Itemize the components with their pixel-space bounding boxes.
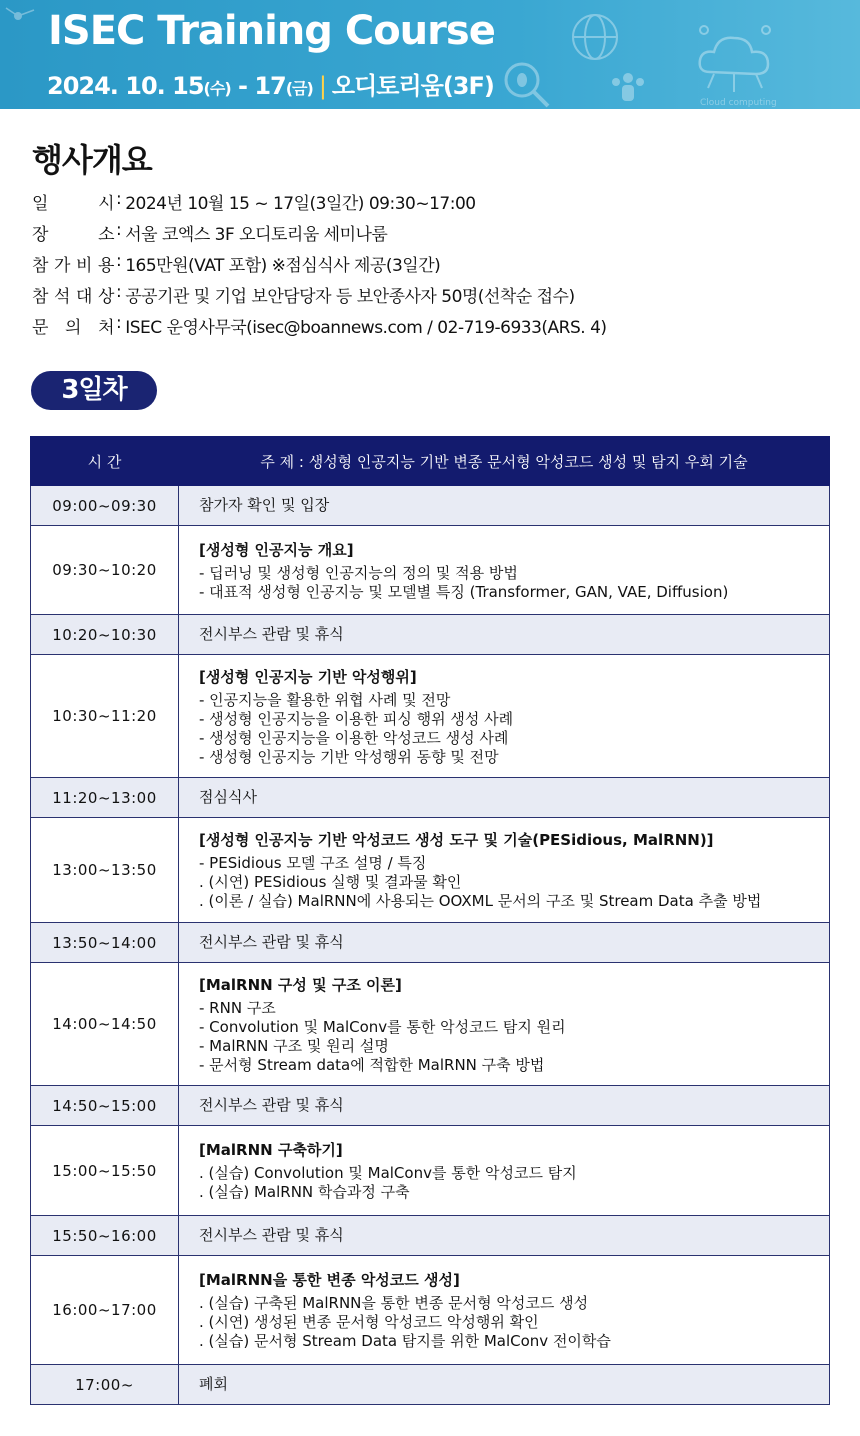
session-line: - 문서형 Stream data에 적합한 MalRNN 구축 방법 bbox=[199, 1055, 545, 1074]
info-label-char: 시 bbox=[98, 194, 114, 214]
session-line: . (시연) PESidious 실행 및 결과물 확인 bbox=[199, 873, 462, 891]
session-line: . (시연) 생성된 변종 문서형 악성코드 악성행위 확인 bbox=[199, 1313, 539, 1331]
venue: 오디토리움(3F) bbox=[331, 72, 494, 100]
separator: | bbox=[318, 72, 326, 100]
info-value: 공공기관 및 기업 보안담당자 등 보안종사자 50명(선착순 접수) bbox=[125, 287, 575, 307]
table-row bbox=[31, 963, 830, 1086]
table-row bbox=[31, 526, 830, 615]
info-label-char: 소 bbox=[98, 225, 114, 245]
info-label-char: 용 bbox=[98, 256, 114, 276]
bug-search-icon bbox=[500, 58, 552, 108]
info-label-char: 의 bbox=[65, 318, 81, 338]
session-line: 전시부스 관람 및 휴식 bbox=[199, 1096, 344, 1114]
info-colon: : bbox=[116, 282, 122, 302]
session-line: . (이론 / 실습) MalRNN에 사용되는 OOXML 문서의 구조 및 Stream Data 추출 방법 bbox=[199, 892, 762, 910]
session-title: [MalRNN 구성 및 구조 이론] bbox=[199, 975, 402, 994]
date-day-end: (금) bbox=[285, 79, 313, 98]
session-time: 13:00~13:50 bbox=[31, 818, 179, 923]
session-line: . (실습) 구축된 MalRNN을 통한 변종 문서형 악성코드 생성 bbox=[199, 1294, 589, 1312]
session-time: 16:00~17:00 bbox=[31, 1256, 179, 1365]
session-line: 점심식사 bbox=[199, 788, 257, 806]
session-time: 14:50~15:00 bbox=[31, 1086, 179, 1126]
day-badge: 3일차 bbox=[31, 371, 157, 410]
session-desc bbox=[179, 655, 830, 778]
info-label bbox=[32, 313, 114, 344]
info-row bbox=[32, 313, 832, 344]
table-row bbox=[31, 1256, 830, 1365]
header-banner bbox=[0, 0, 860, 109]
page-title: ISEC Training Course bbox=[48, 8, 495, 54]
session-time: 13:50~14:00 bbox=[31, 923, 179, 963]
session-desc bbox=[179, 1216, 830, 1256]
session-title: [MalRNN을 통한 변종 악성코드 생성] bbox=[199, 1271, 460, 1289]
network-icon bbox=[0, 0, 40, 30]
info-colon: : bbox=[116, 220, 122, 240]
session-line: 폐회 bbox=[199, 1375, 228, 1393]
info-colon: : bbox=[116, 251, 122, 271]
session-line: - PESidious 모델 구조 설명 / 특징 bbox=[199, 854, 427, 872]
table-row bbox=[31, 923, 830, 963]
session-time: 17:00~ bbox=[31, 1365, 179, 1405]
session-line: - 인공지능을 활용한 위협 사례 및 전망 bbox=[199, 690, 451, 709]
col-time-header: 시 간 bbox=[31, 437, 179, 486]
session-desc bbox=[179, 615, 830, 655]
session-time: 09:00~09:30 bbox=[31, 486, 179, 526]
session-line: 참가자 확인 및 입장 bbox=[199, 496, 330, 514]
table-header-row bbox=[31, 437, 830, 486]
info-label bbox=[32, 251, 114, 282]
session-line: 전시부스 관람 및 휴식 bbox=[199, 625, 344, 643]
date-day-start: (수) bbox=[203, 79, 231, 98]
session-line: - RNN 구조 bbox=[199, 998, 276, 1017]
date-main: 2024. 10. 15 bbox=[47, 72, 204, 100]
session-time: 14:00~14:50 bbox=[31, 963, 179, 1086]
info-label-char: 장 bbox=[32, 225, 48, 245]
overview-title: 행사개요 bbox=[32, 141, 152, 179]
table-row bbox=[31, 1126, 830, 1216]
info-label-char: 가 bbox=[54, 256, 70, 276]
session-line: - 생성형 인공지능을 이용한 악성코드 생성 사례 bbox=[199, 728, 509, 747]
cloud-computing-icon bbox=[690, 22, 780, 98]
session-desc bbox=[179, 1365, 830, 1405]
date-mid: - 17 bbox=[230, 72, 286, 100]
session-desc bbox=[179, 1086, 830, 1126]
session-desc bbox=[179, 963, 830, 1086]
table-row bbox=[31, 1365, 830, 1405]
info-value: 165만원(VAT 포함) ※점심식사 제공(3일간) bbox=[125, 256, 441, 276]
table-row bbox=[31, 1086, 830, 1126]
table-row bbox=[31, 615, 830, 655]
session-line: . (실습) 문서형 Stream Data 탐지를 위한 MalConv 전이학습 bbox=[199, 1332, 611, 1350]
session-line: - MalRNN 구조 및 원리 설명 bbox=[199, 1036, 389, 1055]
session-line: - 딥러닝 및 생성형 인공지능의 정의 및 적용 방법 bbox=[199, 563, 518, 582]
session-line: - 대표적 생성형 인공지능 및 모델별 특징 (Transformer, GAN, VAE, Diffusion) bbox=[199, 582, 729, 601]
info-label-char: 상 bbox=[98, 287, 114, 307]
table-row bbox=[31, 778, 830, 818]
info-colon: : bbox=[116, 313, 122, 333]
session-time: 15:50~16:00 bbox=[31, 1216, 179, 1256]
table-row bbox=[31, 1216, 830, 1256]
schedule-table bbox=[30, 436, 830, 1405]
session-time: 15:00~15:50 bbox=[31, 1126, 179, 1216]
table-row bbox=[31, 655, 830, 778]
col-topic-header: 주 제 : 생성형 인공지능 기반 변종 문서형 악성코드 생성 및 탐지 우회 기술 bbox=[179, 437, 830, 486]
table-row bbox=[31, 818, 830, 923]
session-line: . (실습) MalRNN 학습과정 구축 bbox=[199, 1183, 410, 1201]
info-label-char: 참 bbox=[32, 287, 48, 307]
session-desc bbox=[179, 923, 830, 963]
event-date-venue bbox=[47, 66, 494, 101]
session-desc bbox=[179, 778, 830, 818]
info-label-char: 처 bbox=[98, 318, 114, 338]
info-label-char: 문 bbox=[32, 318, 48, 338]
session-desc bbox=[179, 1256, 830, 1365]
deco-caption: Cloud computing bbox=[700, 98, 777, 108]
session-line: - 생성형 인공지능 기반 악성행위 동향 및 전망 bbox=[199, 747, 499, 766]
info-label-char: 일 bbox=[32, 194, 48, 214]
users-icon bbox=[610, 70, 646, 106]
session-line: . (실습) Convolution 및 MalConv를 통한 악성코드 탐지 bbox=[199, 1164, 577, 1182]
info-label bbox=[32, 282, 114, 313]
info-label-char: 비 bbox=[76, 256, 92, 276]
info-label bbox=[32, 189, 114, 220]
session-title: [생성형 인공지능 기반 악성행위] bbox=[199, 667, 417, 686]
table-row bbox=[31, 486, 830, 526]
session-title: [생성형 인공지능 기반 악성코드 생성 도구 및 기술(PESidious, MalRNN)] bbox=[199, 831, 714, 849]
info-label-char: 참 bbox=[32, 256, 48, 276]
info-row bbox=[32, 220, 832, 251]
info-row bbox=[32, 189, 832, 220]
info-label-char: 석 bbox=[54, 287, 70, 307]
info-row bbox=[32, 251, 832, 282]
session-line: 전시부스 관람 및 휴식 bbox=[199, 1226, 344, 1244]
session-title: [MalRNN 구축하기] bbox=[199, 1141, 343, 1159]
session-desc bbox=[179, 1126, 830, 1216]
session-desc bbox=[179, 526, 830, 615]
session-line: - Convolution 및 MalConv를 통한 악성코드 탐지 원리 bbox=[199, 1017, 566, 1036]
session-desc bbox=[179, 486, 830, 526]
session-time: 11:20~13:00 bbox=[31, 778, 179, 818]
session-time: 09:30~10:20 bbox=[31, 526, 179, 615]
info-colon: : bbox=[116, 189, 122, 209]
info-value: ISEC 운영사무국(isec@boannews.com / 02-719-6933(ARS. 4) bbox=[125, 318, 607, 338]
info-label bbox=[32, 220, 114, 251]
session-time: 10:30~11:20 bbox=[31, 655, 179, 778]
session-line: - 생성형 인공지능을 이용한 피싱 행위 생성 사례 bbox=[199, 709, 514, 728]
info-label-char: 대 bbox=[76, 287, 92, 307]
info-value: 2024년 10월 15 ~ 17일(3일간) 09:30~17:00 bbox=[125, 194, 476, 214]
session-time: 10:20~10:30 bbox=[31, 615, 179, 655]
session-line: 전시부스 관람 및 휴식 bbox=[199, 933, 344, 951]
overview-info bbox=[32, 189, 832, 344]
info-value: 서울 코엑스 3F 오디토리움 세미나룸 bbox=[125, 225, 388, 245]
globe-icon bbox=[568, 10, 622, 64]
session-desc bbox=[179, 818, 830, 923]
session-title: [생성형 인공지능 개요] bbox=[199, 540, 354, 559]
info-row bbox=[32, 282, 832, 313]
